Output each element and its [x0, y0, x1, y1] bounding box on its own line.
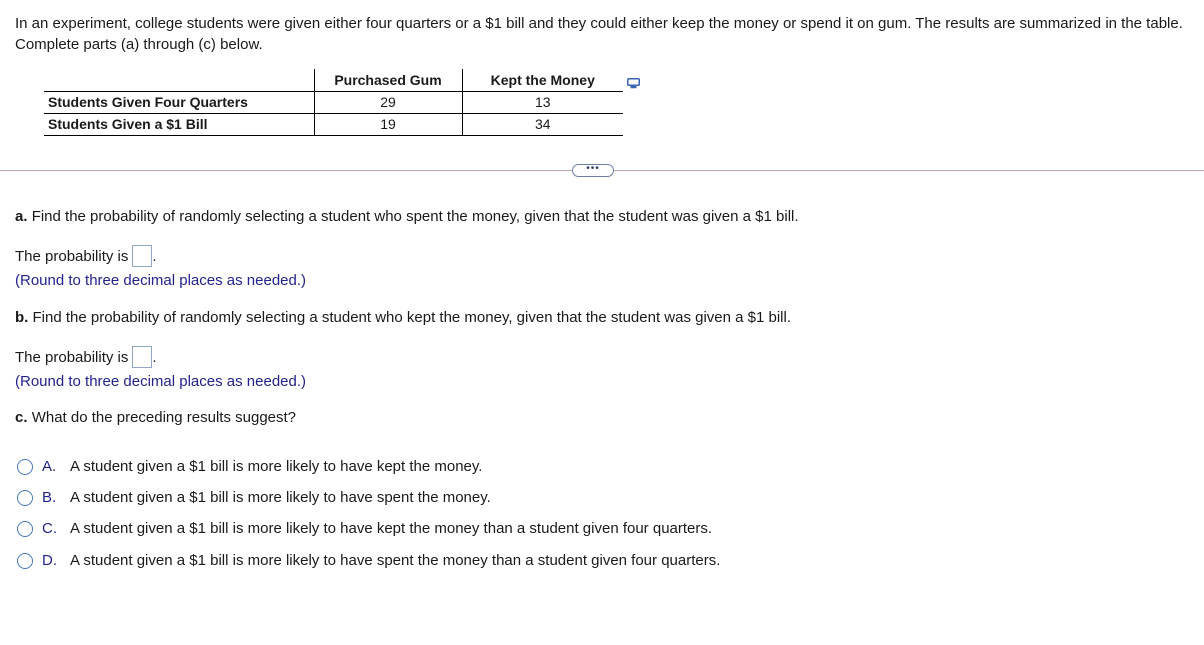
option-b-radio[interactable] — [17, 490, 33, 506]
option-c[interactable] — [17, 519, 712, 539]
part-a-question — [15, 207, 799, 227]
part-b-hint: (Round to three decimal places as needed.) — [15, 373, 307, 390]
answer-prefix: The probability is — [15, 349, 129, 366]
part-a-letter: a. — [15, 208, 28, 225]
column-header: Purchased Gum — [314, 69, 462, 91]
column-header: Kept the Money — [462, 69, 623, 91]
option-a-text: A student given a $1 bill is more likely to have kept the money. — [70, 458, 483, 475]
part-a-text: Find the probability of randomly selecting a student who spent the money, given that the student was given a $1 bill. — [31, 208, 799, 225]
option-d-text: A student given a $1 bill is more likely to have spent the money than a student given four quarters. — [70, 552, 721, 569]
option-c-text: A student given a $1 bill is more likely to have kept the money than a student given four quarters. — [70, 520, 713, 537]
table-header-row — [44, 69, 623, 91]
row-header: Students Given Four Quarters — [44, 91, 314, 113]
table-row — [44, 91, 623, 113]
table-cell: 29 — [314, 91, 462, 113]
part-c-text: What do the preceding results suggest? — [31, 409, 297, 426]
option-c-letter: C. — [42, 520, 57, 537]
option-d-radio[interactable] — [17, 553, 33, 569]
part-c-question — [15, 408, 296, 428]
option-d-letter: D. — [42, 552, 57, 569]
option-b[interactable] — [17, 488, 491, 508]
part-a-answer-input[interactable] — [132, 245, 152, 267]
table-cell: 19 — [314, 113, 462, 135]
part-a-hint: (Round to three decimal places as needed.) — [15, 272, 307, 289]
part-b-answer-line: The probability is . — [15, 348, 157, 368]
option-a-letter: A. — [42, 458, 57, 475]
table-corner-cell — [44, 69, 314, 91]
part-b-text: Find the probability of randomly selecting a student who kept the money, given that the student was given a $1 bill. — [32, 309, 792, 326]
option-d[interactable] — [17, 551, 720, 571]
part-a-answer-line: The probability is . — [15, 247, 157, 267]
option-a[interactable] — [17, 457, 482, 477]
expand-more-button[interactable]: ••• — [572, 164, 614, 177]
table-row — [44, 113, 623, 135]
part-c-letter: c. — [15, 409, 28, 426]
row-header: Students Given a $1 Bill — [44, 113, 314, 135]
data-table — [44, 69, 623, 136]
table-cell: 13 — [462, 91, 623, 113]
option-b-text: A student given a $1 bill is more likely to have spent the money. — [70, 489, 491, 506]
part-b-answer-input[interactable] — [132, 346, 152, 368]
answer-prefix: The probability is — [15, 248, 129, 265]
part-b-question — [15, 308, 791, 328]
option-b-letter: B. — [42, 489, 57, 506]
copy-table-icon[interactable] — [627, 76, 640, 87]
option-a-radio[interactable] — [17, 459, 33, 475]
problem-intro: In an experiment, college students were given either four quarters or a $1 bill and they could either keep the money or spend it on gum. The results are summarized in the table. Complete parts (a) through (c) below. — [15, 15, 1183, 53]
option-c-radio[interactable] — [17, 521, 33, 537]
part-b-letter: b. — [15, 309, 29, 326]
table-cell: 34 — [462, 113, 623, 135]
